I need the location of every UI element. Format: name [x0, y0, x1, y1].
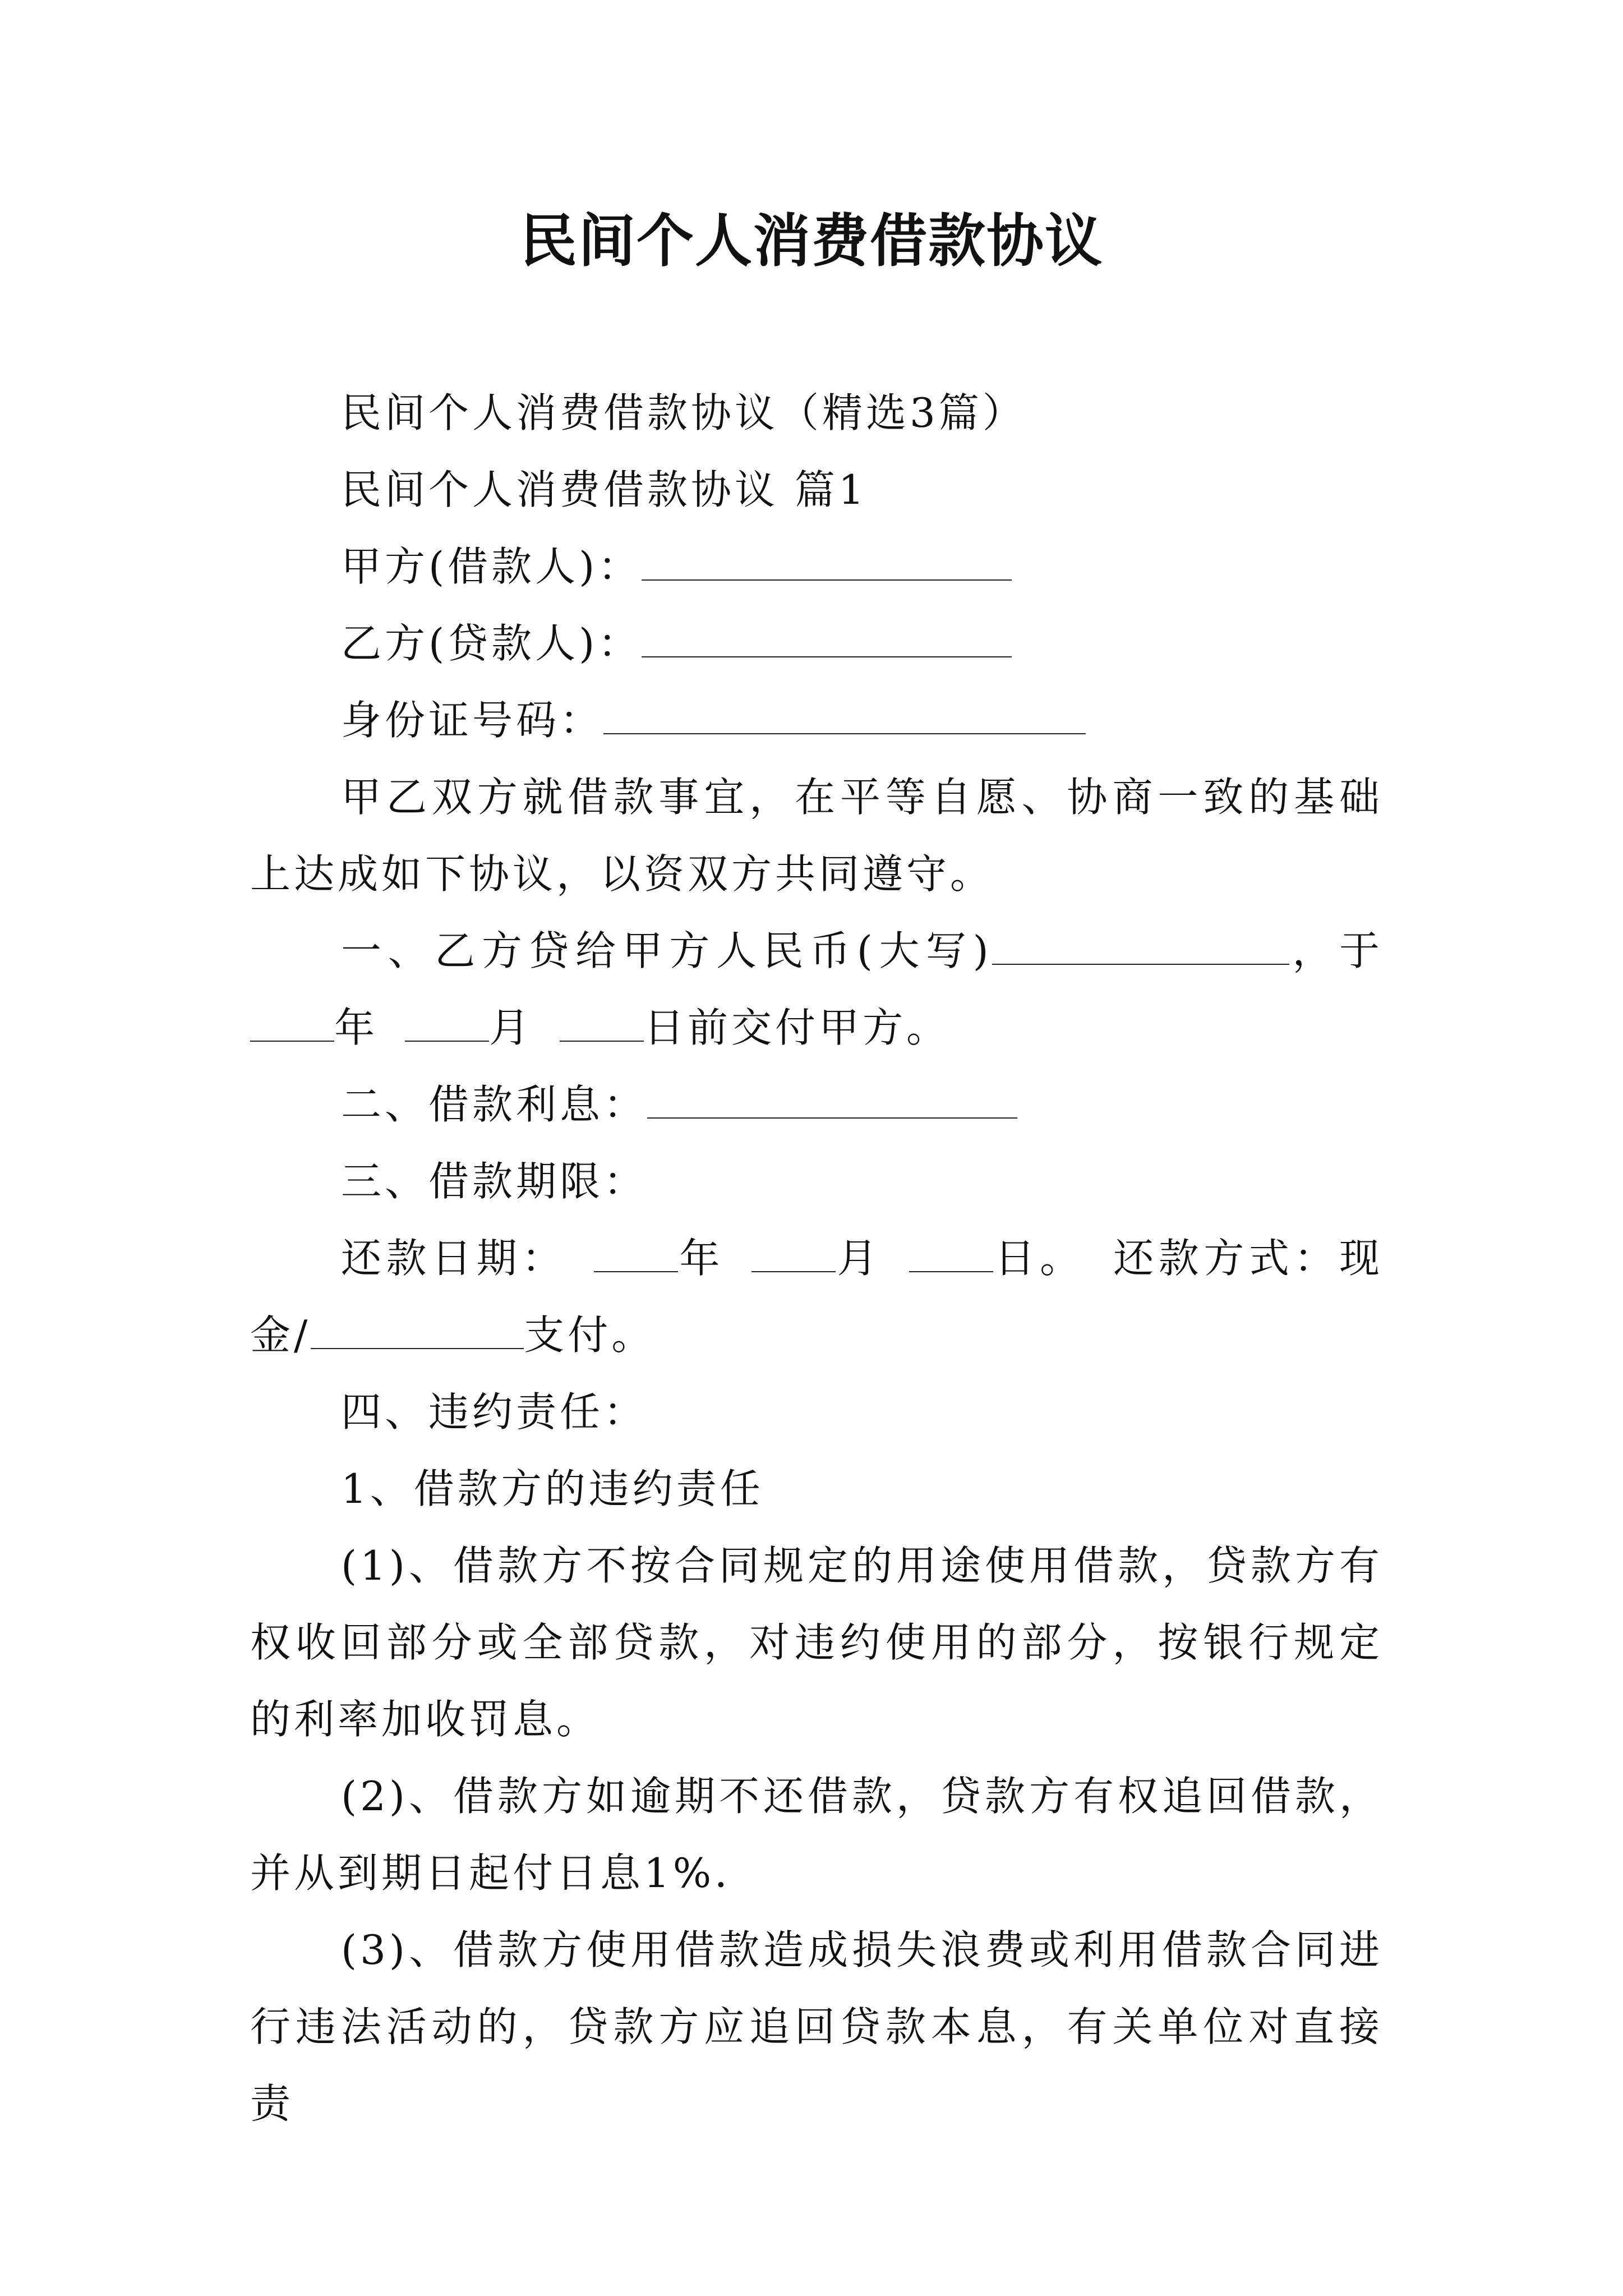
intro-paragraph: 甲乙双方就借款事宜，在平等自愿、协商一致的基础上达成如下协议，以资双方共同遵守。: [250, 774, 1383, 898]
clause-1-year: 年: [334, 1004, 379, 1051]
repay-method-blank: [311, 1314, 524, 1349]
amount-blank: [992, 930, 1289, 965]
delivery-month-blank: [405, 1007, 489, 1042]
repay-method-label: 还款方式：现金/: [250, 1235, 1383, 1359]
id-number-label: 身份证号码：: [341, 697, 604, 744]
clause-1-paragraph: [250, 913, 1383, 1066]
document-body: [250, 375, 1383, 2142]
clause-2-line: [250, 1066, 1383, 1143]
clause-1-month: 月: [489, 1004, 533, 1051]
party-b-label: 乙方(贷款人)：: [341, 620, 642, 667]
repay-month-blank: [751, 1237, 836, 1272]
clause-4-label: 四、违约责任：: [341, 1388, 648, 1435]
clause-3-label: 三、借款期限：: [341, 1158, 648, 1205]
repay-year: 年: [677, 1235, 725, 1282]
clause-1-prefix: 一、乙方贷给甲方人民币(大写): [341, 927, 992, 974]
item-3-paragraph: (3)、借款方使用借款造成损失浪费或利用借款合同进行违法活动的，贷款方应追回贷款本息，有关单位对直接责: [250, 1926, 1383, 2127]
party-a-line: [250, 528, 1383, 605]
repay-paragraph: [250, 1220, 1383, 1374]
clause-1-day-suffix: 日前交付甲方。: [644, 1004, 951, 1051]
party-a-blank: [642, 546, 1012, 581]
repay-day-blank: [909, 1237, 993, 1272]
party-a-label: 甲方(借款人)：: [341, 543, 642, 590]
delivery-year-blank: [250, 1007, 334, 1042]
repay-date-label: 还款日期：: [341, 1235, 567, 1282]
sub-clause-1-label: 1、借款方的违约责任: [341, 1465, 764, 1512]
id-number-line: [250, 682, 1383, 759]
repay-method-suffix: 支付。: [524, 1312, 656, 1359]
item-1-paragraph: (1)、借款方不按合同规定的用途使用借款，贷款方有权收回部分或全部贷款，对违约使用的部分，按银行规定的利率加收罚息。: [250, 1542, 1383, 1743]
item-2-paragraph: (2)、借款方如逾期不还借款，贷款方有权追回借款，并从到期日起付日息1%．: [250, 1773, 1383, 1897]
clause-2-label: 二、借款利息：: [341, 1081, 648, 1128]
clause-1-mid: ，于: [1289, 927, 1383, 974]
party-b-blank: [642, 623, 1012, 657]
repay-month: 月: [835, 1235, 882, 1282]
delivery-day-blank: [560, 1007, 644, 1042]
document-subtitle: 民间个人消费借款协议（精选3篇）: [341, 389, 1026, 436]
repay-day-suffix: 日。: [993, 1235, 1085, 1282]
party-b-line: [250, 605, 1383, 682]
interest-blank: [647, 1084, 1017, 1119]
id-number-blank: [603, 700, 1086, 734]
document-title: 民间个人消费借款协议: [520, 208, 1103, 275]
section-heading: 民间个人消费借款协议 篇1: [341, 466, 868, 513]
repay-year-blank: [594, 1237, 678, 1272]
